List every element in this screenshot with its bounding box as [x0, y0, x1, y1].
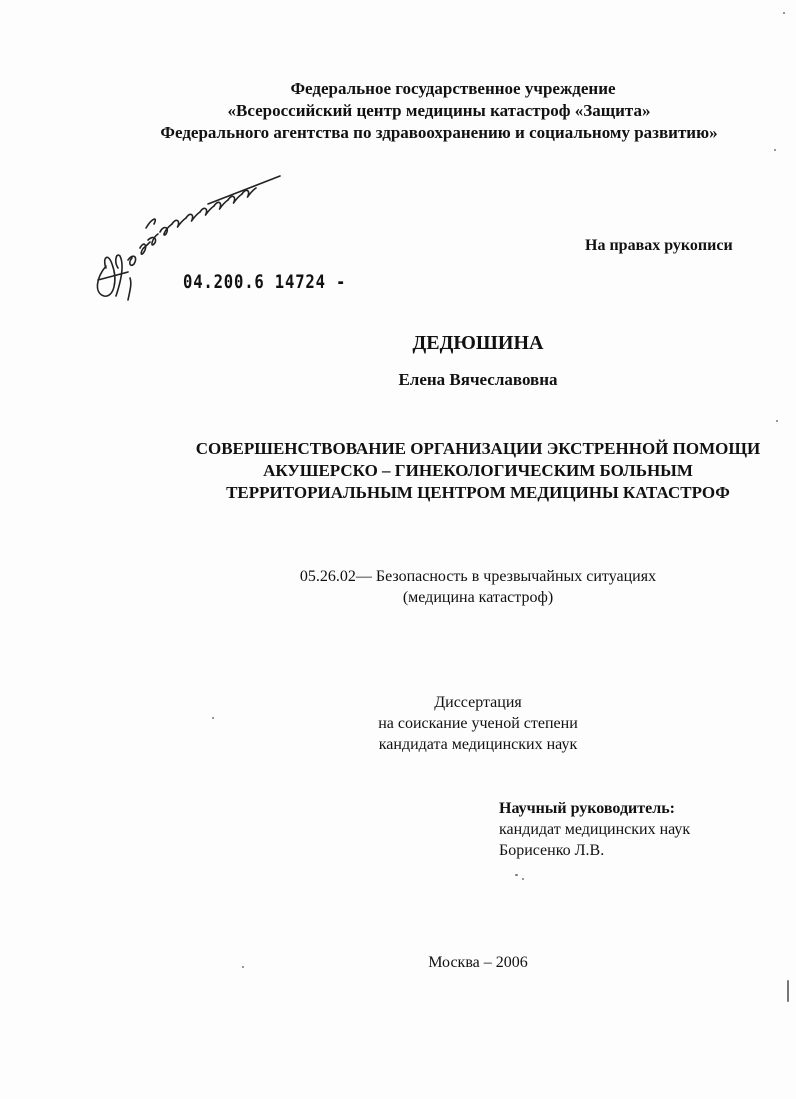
scan-speck	[776, 420, 778, 422]
dissertation-title	[0, 438, 796, 504]
title-line: СОВЕРШЕНСТВОВАНИЕ ОРГАНИЗАЦИИ ЭКСТРЕННОЙ ПОМОЩИ	[195, 439, 761, 458]
supervisor-line: Борисенко Л.В.	[499, 842, 605, 859]
degree-line: на соискание ученой степени	[378, 715, 578, 732]
supervisor-heading: Научный руководитель:	[499, 800, 675, 817]
catalog-number: 04.200.6 14724 -	[183, 271, 347, 293]
scan-speck	[522, 878, 524, 880]
institution-header	[0, 78, 796, 144]
rights-note: На правах рукописи	[585, 237, 733, 254]
city-year: Москва – 2006	[428, 954, 528, 971]
institution-line: Федерального агентства по здравоохранению и социальному развитию»	[160, 123, 718, 142]
degree-info	[0, 692, 796, 755]
scan-speck	[242, 966, 244, 968]
author-name: Елена Вячеславовна	[398, 370, 558, 389]
scan-speck	[774, 149, 776, 151]
scan-speck	[515, 874, 518, 876]
title-line: АКУШЕРСКО – ГИНЕКОЛОГИЧЕСКИМ БОЛЬНЫМ	[263, 461, 693, 480]
specialty-line: 05.26.02— Безопасность в чрезвычайных ситуациях	[299, 568, 657, 585]
institution-line: Федеральное государственное учреждение	[290, 79, 616, 98]
title-line: ТЕРРИТОРИАЛЬНЫМ ЦЕНТРОМ МЕДИЦИНЫ КАТАСТРОФ	[226, 483, 730, 502]
scan-speck	[783, 12, 785, 14]
author-surname: ДЕДЮШИНА	[412, 332, 544, 354]
scan-speck	[212, 717, 214, 719]
supervisor-line: кандидат медицинских наук	[499, 821, 691, 838]
scan-speck	[787, 980, 789, 1002]
supervisor-block	[499, 798, 690, 861]
degree-line: кандидата медицинских наук	[378, 736, 578, 753]
degree-line: Диссертация	[434, 694, 522, 711]
specialty	[0, 566, 796, 608]
specialty-line: (медицина катастроф)	[402, 589, 554, 606]
institution-line: «Всероссийский центр медицины катастроф «Защита»	[227, 101, 651, 120]
